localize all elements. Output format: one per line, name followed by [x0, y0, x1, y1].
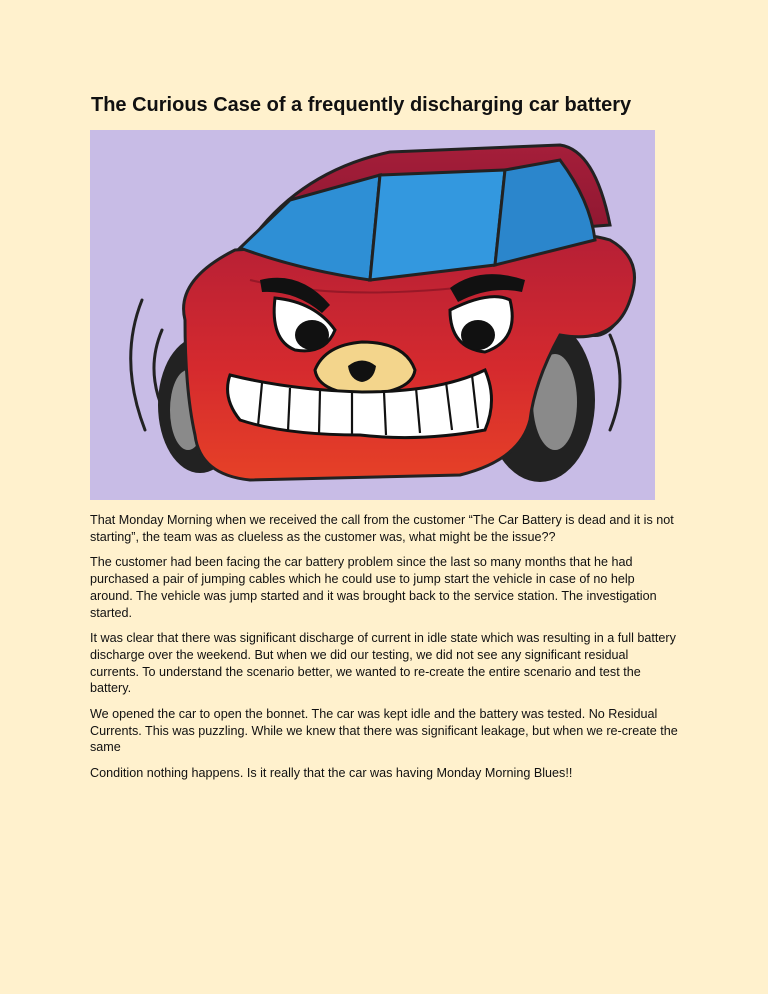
paragraph: Condition nothing happens. Is it really that the car was having Monday Morning Blues!!	[90, 766, 573, 781]
nose	[315, 342, 415, 395]
paragraph: That Monday Morning when we received the call from the customer “The Car Battery is dead and it is not starting”, the team was as clueless as the customer was, what might be the issue??	[90, 513, 674, 544]
paragraph: It was clear that there was significant discharge of current in idle state which was resulting in a full battery discharge over the weekend. But when we did our testing, we did not see any significant residual currents. To understand the scenario better, we wanted to re-create the entire scenario and test the battery.	[90, 631, 676, 696]
paragraph: The customer had been facing the car battery problem since the last so many months that he had purchased a pair of jumping cables which he could use to jump start the vehicle in case of no help around. The vehicle was jump started and it was brought back to the service station. The investigation started.	[90, 555, 657, 620]
front-window	[370, 170, 505, 280]
paragraph: We opened the car to open the bonnet. The car was kept idle and the battery was tested. No Residual Currents. This was puzzling. While we knew that there was significant leakage, but when we re-create the same	[90, 707, 678, 755]
document-title: The Curious Case of a frequently discharging car battery	[91, 94, 632, 116]
document-body	[90, 512, 680, 791]
angry-car-illustration	[90, 130, 655, 500]
angry-car-drawing	[90, 130, 655, 500]
